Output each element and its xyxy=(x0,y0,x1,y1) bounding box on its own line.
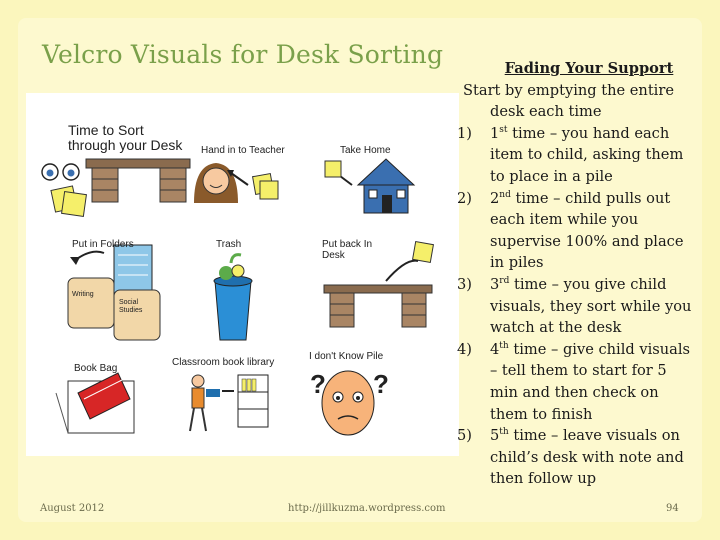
list-item: 5) 5th time – leave visuals on child’s desk with note and then follow up xyxy=(457,427,684,488)
desk-sort-icon xyxy=(42,159,190,216)
book-bag-icon xyxy=(56,373,134,433)
label-put-in-folders: Put in Folders xyxy=(72,239,134,250)
label-trash: Trash xyxy=(216,239,242,250)
list-item: 2) 2nd time – child pulls out each item while you supervise 100% and place in piles xyxy=(457,189,684,272)
footer-date: August 2012 xyxy=(40,503,105,514)
list-item: 4) 4th time – give child visuals – tell them to start for 5 min and then check on them to finish xyxy=(457,340,691,423)
label-time-to-sort: Time to Sort through your Desk xyxy=(68,122,183,153)
list-item: 1) 1st time – you hand each item to child, asking them to place in a pile xyxy=(457,124,684,185)
library-icon xyxy=(190,375,268,431)
slide-title: Velcro Visuals for Desk Sorting xyxy=(42,40,444,69)
steps-list xyxy=(457,123,692,490)
label-hand-in: Hand in to Teacher xyxy=(201,145,285,156)
confused-face-icon xyxy=(310,369,389,435)
house-icon xyxy=(325,159,414,213)
label-classroom-library: Classroom book library xyxy=(172,357,275,368)
label-put-back: Put back In Desk xyxy=(322,239,373,261)
footer-url[interactable]: http://jillkuzma.wordpress.com xyxy=(288,503,446,514)
label-dont-know: I don't Know Pile xyxy=(309,351,384,362)
fading-support-text xyxy=(457,58,692,490)
label-take-home: Take Home xyxy=(340,145,391,156)
svg-text:?: ? xyxy=(310,369,326,399)
label-social-studies: Social Studies xyxy=(119,299,143,314)
label-writing: Writing xyxy=(72,291,94,298)
visuals-panel xyxy=(26,93,459,456)
svg-text:?: ? xyxy=(373,369,389,399)
teacher-icon xyxy=(194,163,278,203)
fading-support-heading: Fading Your Support xyxy=(504,60,674,77)
intro-text: Start by emptying the entire desk each time xyxy=(463,81,674,121)
trash-can-icon xyxy=(214,255,252,340)
page-number: 94 xyxy=(666,503,679,514)
label-book-bag: Book Bag xyxy=(74,363,118,374)
list-item: 3) 3rd time – you give child visuals, they sort while you watch at the desk xyxy=(457,275,692,337)
